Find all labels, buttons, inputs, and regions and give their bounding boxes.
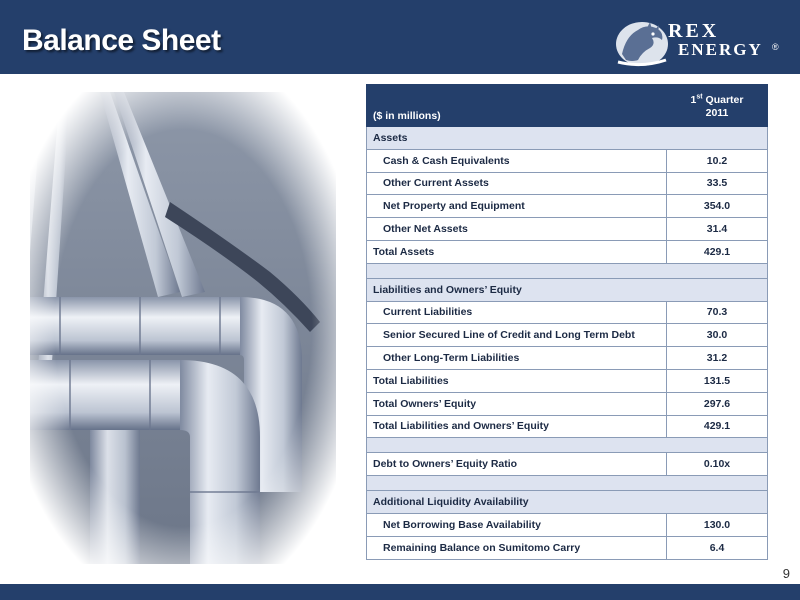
row-value: 10.2 [667,149,768,172]
table-row [367,195,768,218]
footer-band [0,584,800,600]
table-row [367,513,768,536]
table-row [367,415,768,438]
page-number: 9 [782,566,790,581]
table-header-row [367,85,768,127]
spacer-row [367,476,768,491]
row-label: Total Owners’ Equity [367,392,667,415]
row-label: Remaining Balance on Sumitomo Carry [367,536,667,559]
row-label: Debt to Owners’ Equity Ratio [367,453,667,476]
spacer-row [367,438,768,453]
logo-word-rex: REX [668,20,720,42]
table-row [367,240,768,263]
row-value: 30.0 [667,324,768,347]
row-value: 0.10x [667,453,768,476]
section-row [367,127,768,150]
table-row [367,149,768,172]
spacer-row [367,263,768,278]
section-row [367,278,768,301]
spacer-cell [367,476,768,491]
spacer-cell [367,438,768,453]
row-label: Other Current Assets [367,172,667,195]
row-value: 6.4 [667,536,768,559]
row-label: Total Assets [367,240,667,263]
table-row [367,172,768,195]
spacer-cell [367,263,768,278]
row-label: Cash & Cash Equivalents [367,149,667,172]
row-value: 31.4 [667,218,768,241]
pipeline-photo [30,92,336,564]
row-label: Net Borrowing Base Availability [367,513,667,536]
section-label: Additional Liquidity Availability [367,491,768,514]
table-row [367,301,768,324]
row-label: Senior Secured Line of Credit and Long Term Debt [367,324,667,347]
dinosaur-crest-icon [612,14,672,70]
section-label: Assets [367,127,768,150]
section-row [367,491,768,514]
row-value: 297.6 [667,392,768,415]
table-row [367,218,768,241]
table-row [367,347,768,370]
row-value: 131.5 [667,369,768,392]
row-label: Total Liabilities [367,369,667,392]
row-label: Net Property and Equipment [367,195,667,218]
table-row [367,369,768,392]
header-units-label: ($ in millions) [367,85,667,127]
table-row [367,392,768,415]
row-label: Total Liabilities and Owners’ Equity [367,415,667,438]
row-value: 354.0 [667,195,768,218]
row-value: 429.1 [667,415,768,438]
header-band [0,0,800,74]
balance-sheet-table [366,84,768,560]
row-label: Other Net Assets [367,218,667,241]
row-label: Other Long-Term Liabilities [367,347,667,370]
table-row [367,536,768,559]
logo-word-energy: ENERGY [678,40,763,59]
logo-registered-mark: ® [772,42,779,52]
row-value: 130.0 [667,513,768,536]
row-value: 33.5 [667,172,768,195]
section-label: Liabilities and Owners’ Equity [367,278,768,301]
row-value: 31.2 [667,347,768,370]
header-period-label: 1st Quarter 2011 [667,85,768,127]
rex-energy-logo [612,14,792,70]
table-row [367,324,768,347]
row-value: 429.1 [667,240,768,263]
row-value: 70.3 [667,301,768,324]
table-row [367,453,768,476]
row-label: Current Liabilities [367,301,667,324]
slide-title: Balance Sheet [22,24,221,57]
